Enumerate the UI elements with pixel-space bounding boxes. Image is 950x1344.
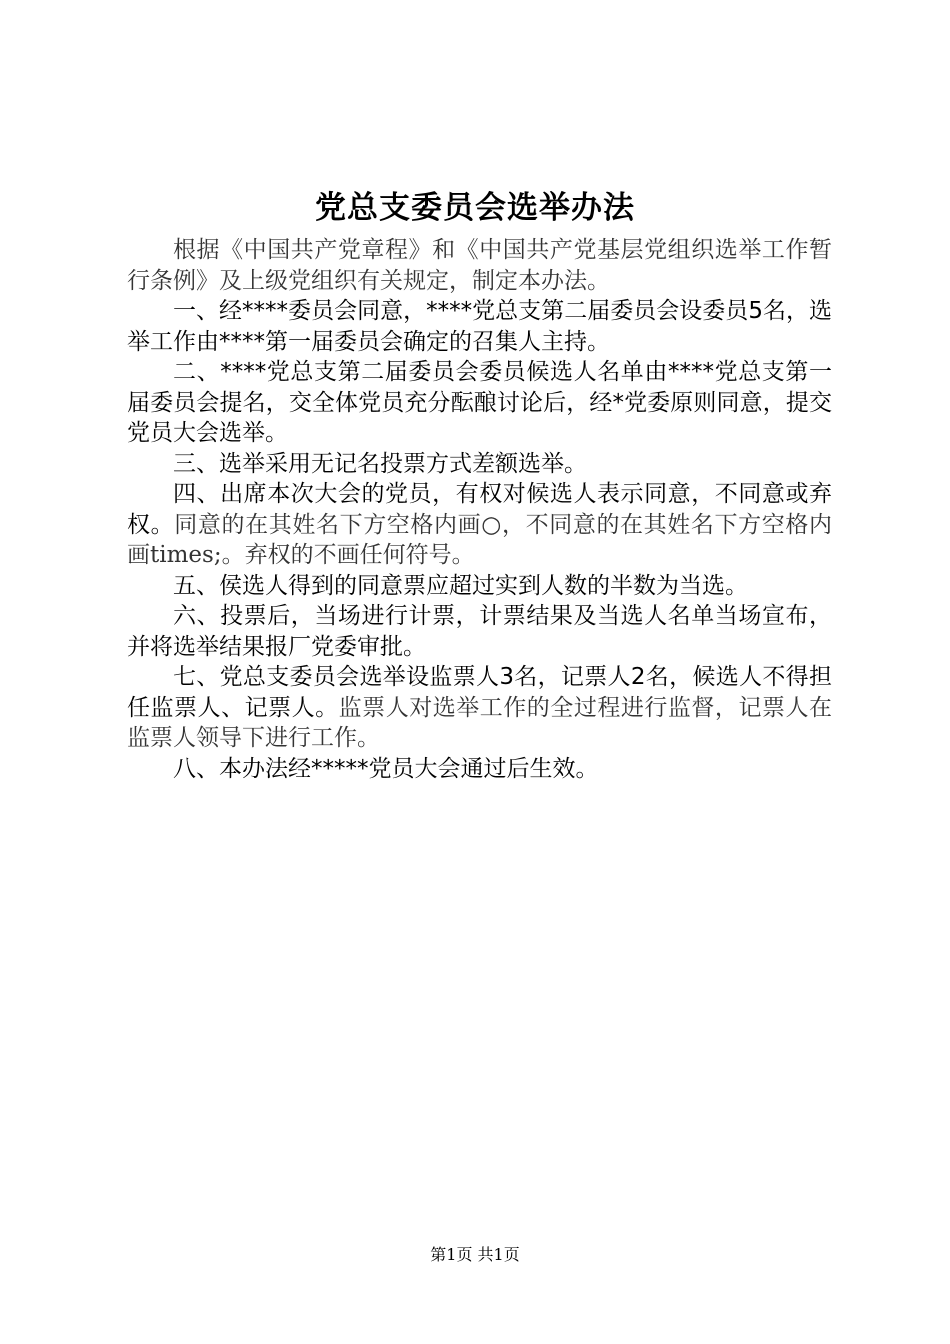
paragraph-6: 六、投票后，当场进行计票，计票结果及当选人名单当场宣布，并将选举结果报厂党委审批。 — [127, 603, 832, 660]
paragraph-8: 八、本办法经*****党员大会通过后生效。 — [173, 755, 599, 782]
paragraph-intro-text: 根据《中国共产党章程》和《中国共产党基层党组织选举工作暂行条例》及上级党组织有关规定，制定本办法。 — [127, 237, 832, 294]
paragraph-5: 五、侯选人得到的同意票应超过实到人数的半数为当选。 — [173, 572, 748, 599]
paragraph-intro — [127, 235, 832, 296]
paragraph-4: 四、出席本次大会的党员，有权对候选人表示同意，不同意或弃权。同意的在其姓名下方空格内画○，不同意的在其姓名下方空格内画times;。弃权的不画任何符号。 — [127, 481, 833, 568]
paragraph-2: 二、****党总支第二届委员会委员候选人名单由****党总支第一届委员会提名，交全体党员充分酝酿讨论后，经*党委原则同意，提交党员大会选举。 — [127, 359, 832, 446]
document-body — [127, 235, 832, 784]
paragraph-7: 七、党总支委员会选举设监票人3名，记票人2名，候选人不得担任监票人、记票人。监票人对选举工作的全过程进行监督，记票人在监票人领导下进行工作。 — [127, 664, 833, 751]
page-footer: 第1页 共1页 — [430, 1245, 520, 1264]
paragraph-3: 三、选举采用无记名投票方式差额选举。 — [173, 450, 587, 477]
paragraph-1: 一、经****委员会同意，****党总支第二届委员会设委员5名，选举工作由****第一届委员会确定的召集人主持。 — [127, 298, 832, 355]
document-title: 党总支委员会选举办法 — [315, 190, 635, 226]
